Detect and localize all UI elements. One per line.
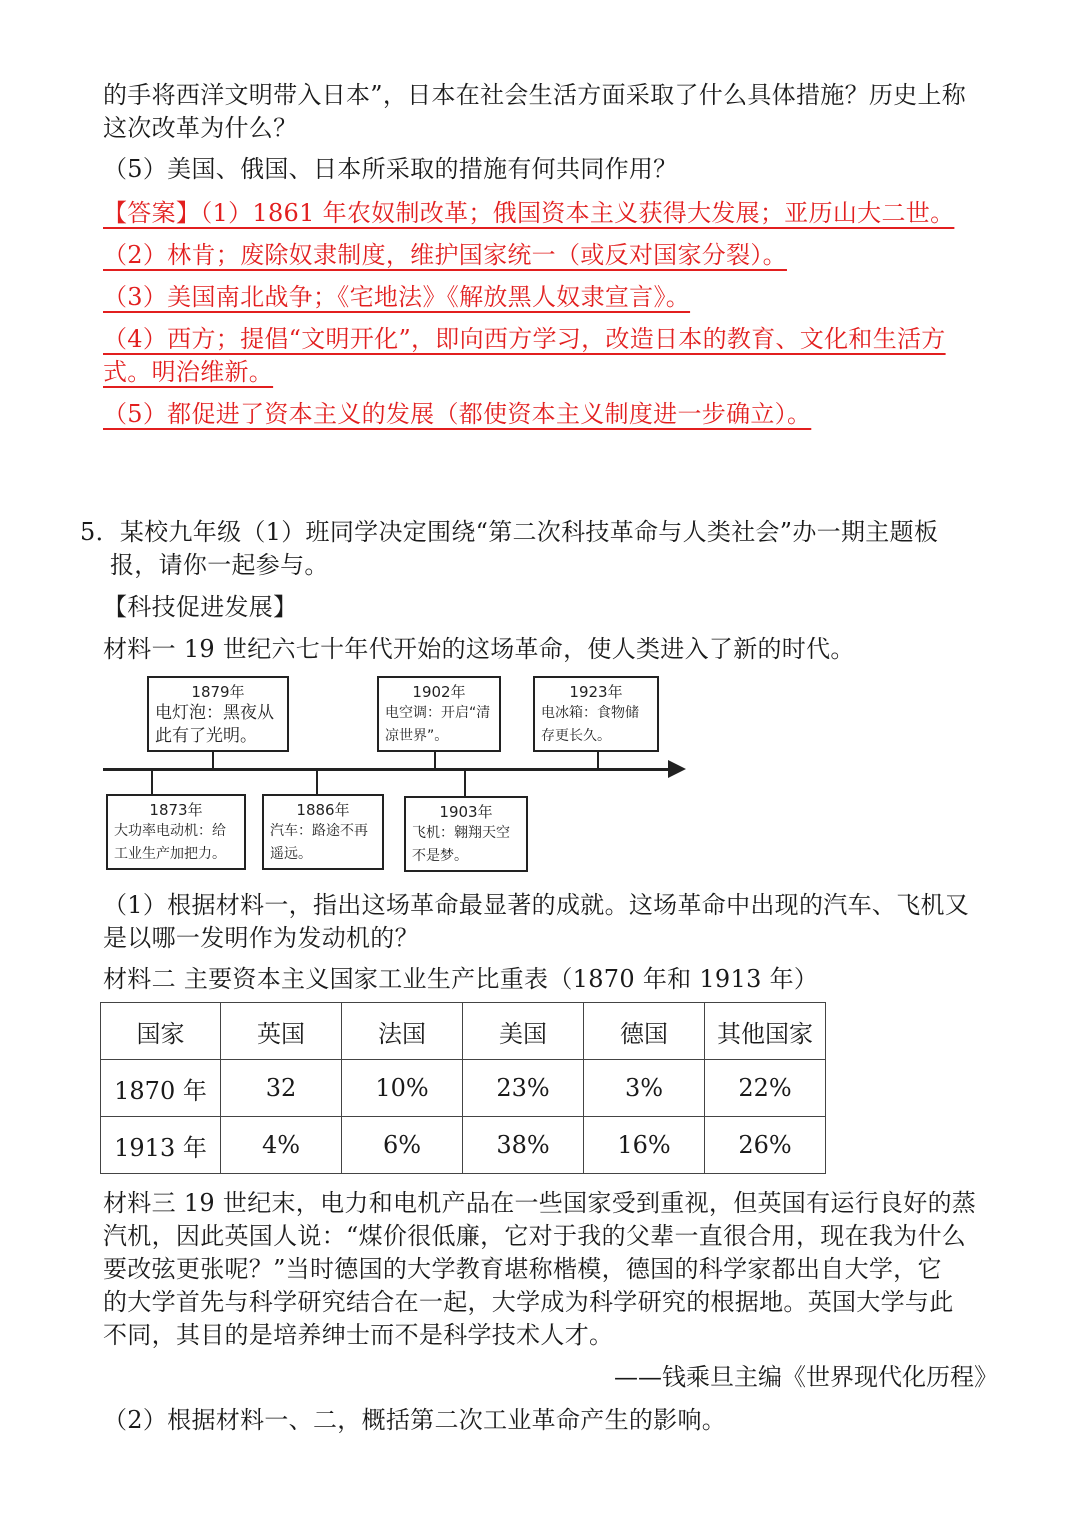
section-heading: 【科技促进发展】 bbox=[103, 593, 298, 621]
table-cell: 4% bbox=[221, 1117, 342, 1174]
question-1-cont: 是以哪一发明作为发动机的？ bbox=[103, 924, 419, 952]
timeline-tick bbox=[212, 752, 214, 770]
table-header-cell: 国家 bbox=[101, 1003, 221, 1060]
table-header-cell: 其他国家 bbox=[705, 1003, 826, 1060]
question-text: 这次改革为什么？ bbox=[103, 114, 298, 142]
table-cell: 1913 年 bbox=[101, 1117, 221, 1174]
question-5: （5）美国、俄国、日本所采取的措施有何共同作用？ bbox=[103, 155, 678, 183]
material-three: 不同，其目的是培养绅士而不是科学技术人才。 bbox=[103, 1321, 614, 1349]
timeline-tick bbox=[151, 770, 153, 794]
timeline-tick bbox=[434, 752, 436, 770]
table-cell: 38% bbox=[463, 1117, 584, 1174]
material-three: 材料三 19 世纪末，电力和电机产品在一些国家受到重视，但英国有运行良好的蒸 bbox=[103, 1189, 977, 1217]
question-1: （1）根据材料一，指出这场革命最显著的成就。这场革命中出现的汽车、飞机又 bbox=[103, 891, 970, 919]
table-row bbox=[101, 1117, 826, 1174]
table-cell: 26% bbox=[705, 1117, 826, 1174]
timeline-event-1902 bbox=[377, 676, 501, 752]
material-two: 材料二 主要资本主义国家工业生产比重表（1870 年和 1913 年） bbox=[103, 965, 819, 993]
event-year: 1879年 bbox=[191, 683, 245, 701]
table-row bbox=[101, 1060, 826, 1117]
timeline-event-1873 bbox=[106, 794, 246, 870]
table-header-cell: 德国 bbox=[584, 1003, 705, 1060]
question-text: 的手将西洋文明带入日本”，日本在社会生活方面采取了什么具体措施？历史上称 bbox=[103, 81, 967, 109]
timeline-event-1879 bbox=[147, 676, 289, 752]
table-cell: 22% bbox=[705, 1060, 826, 1117]
event-year: 1886年 bbox=[296, 801, 350, 819]
question-5-title: 5．某校九年级（1）班同学决定围绕“第二次科技革命与人类社会”办一期主题板 bbox=[80, 518, 939, 546]
question-5-title-cont: 报，请你一起参与。 bbox=[110, 551, 329, 579]
event-year: 1902年 bbox=[412, 683, 466, 701]
answer-line: （4）西方；提倡“文明开化”，即向西方学习，改造日本的教育、文化和生活方 bbox=[103, 325, 946, 353]
answer-line: （2）林肯；废除奴隶制度，维护国家统一（或反对国家分裂）。 bbox=[103, 241, 787, 269]
production-table bbox=[100, 1002, 826, 1174]
question-2: （2）根据材料一、二，概括第二次工业革命产生的影响。 bbox=[103, 1406, 727, 1434]
event-text: 电空调：开启“清凉世界”。 bbox=[385, 705, 491, 744]
event-year: 1923年 bbox=[569, 683, 623, 701]
event-year: 1903年 bbox=[439, 803, 493, 821]
timeline-event-1903 bbox=[404, 796, 528, 872]
timeline-event-1923 bbox=[533, 676, 659, 752]
source-attribution: ——钱乘旦主编《世界现代化历程》 bbox=[614, 1363, 998, 1391]
table-header-cell: 美国 bbox=[463, 1003, 584, 1060]
event-year: 1873年 bbox=[149, 801, 203, 819]
table-cell: 32 bbox=[221, 1060, 342, 1117]
table-cell: 23% bbox=[463, 1060, 584, 1117]
table-cell: 10% bbox=[342, 1060, 463, 1117]
table-header-cell: 英国 bbox=[221, 1003, 342, 1060]
answer-line: 【答案】（1）1861 年农奴制改革；俄国资本主义获得大发展；亚历山大二世。 bbox=[103, 199, 955, 227]
event-text: 大功率电动机：给工业生产加把力。 bbox=[114, 823, 226, 862]
material-three: 要改弦更张呢？”当时德国的大学教育堪称楷模，德国的科学家都出自大学，它 bbox=[103, 1255, 942, 1283]
event-text: 电灯泡：黑夜从此有了光明。 bbox=[155, 703, 274, 746]
table-header-cell: 法国 bbox=[342, 1003, 463, 1060]
material-three: 的大学首先与科学研究结合在一起，大学成为科学研究的根据地。英国大学与此 bbox=[103, 1288, 954, 1316]
table-cell: 16% bbox=[584, 1117, 705, 1174]
table-header-row bbox=[101, 1003, 826, 1060]
answer-line: （5）都促进了资本主义的发展（都使资本主义制度进一步确立）。 bbox=[103, 400, 812, 428]
event-text: 汽车：路途不再遥远。 bbox=[270, 823, 368, 862]
timeline-tick bbox=[464, 770, 466, 796]
timeline-tick bbox=[316, 770, 318, 794]
timeline-arrow-icon bbox=[668, 760, 686, 778]
table-cell: 1870 年 bbox=[101, 1060, 221, 1117]
event-text: 飞机：翱翔天空不是梦。 bbox=[412, 825, 510, 864]
timeline-event-1886 bbox=[262, 794, 384, 870]
table-cell: 6% bbox=[342, 1117, 463, 1174]
timeline-tick bbox=[597, 752, 599, 770]
material-three: 汽机，因此英国人说：“煤价很低廉，它对于我的父辈一直很合用，现在我为什么 bbox=[103, 1222, 967, 1250]
table-cell: 3% bbox=[584, 1060, 705, 1117]
material-one: 材料一 19 世纪六七十年代开始的这场革命，使人类进入了新的时代。 bbox=[103, 635, 855, 663]
answer-line: 式。明治维新。 bbox=[103, 358, 274, 386]
answer-line: （3）美国南北战争；《宅地法》《解放黑人奴隶宣言》。 bbox=[103, 283, 691, 311]
event-text: 电冰箱：食物储存更长久。 bbox=[541, 705, 639, 744]
timeline-axis bbox=[103, 768, 675, 771]
